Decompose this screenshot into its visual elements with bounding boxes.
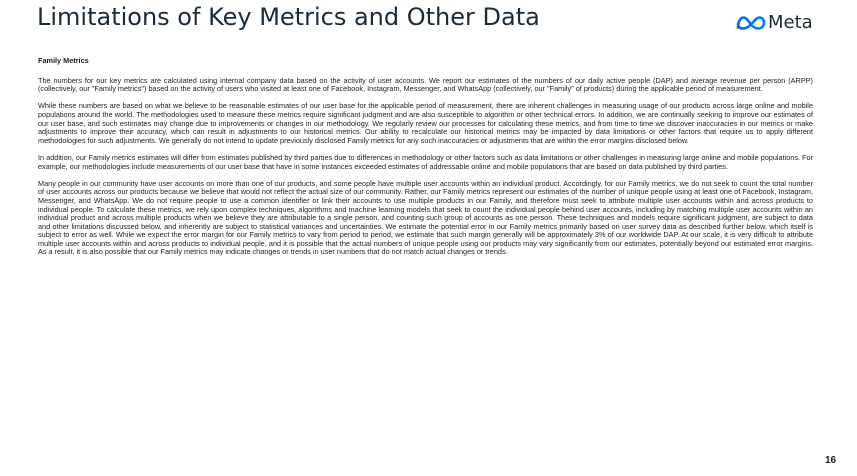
family-metrics-section xyxy=(38,57,813,266)
meta-logo xyxy=(736,12,813,34)
page-title: Limitations of Key Metrics and Other Data xyxy=(37,3,540,31)
meta-infinity-icon xyxy=(736,15,766,31)
paragraph-1: The numbers for our key metrics are calculated using internal company data based on the activity of user accounts. We report our estimates of the numbers of our daily active people (DAP) and average revenue per person (ARPP) (collectively, our "Family metrics") based on the activity of users who visited at least one of Facebook, Instagram, Messenger, and WhatsApp (collectively, our "Family" of products) during the applicable period of measurement. xyxy=(38,75,813,94)
paragraph-2: While these numbers are based on what we believe to be reasonable estimates of our user base for the applicable period of measurement, there are inherent challenges in measuring usage of our products across large online and mobile populations around the world. The methodologies used to measure these metrics require significant judgment and are also susceptible to algorithm or other technical errors. In addition, we are continually seeking to improve our estimates of our user base, and such estimates may change due to improvements or changes in our methodology. We regularly review our processes for calculating these metrics, and from time to time we discover inaccuracies in our metrics or make adjustments to improve their accuracy, which can result in adjustments to our historical metrics. Our ability to recalculate our historical metrics may be impacted by data limitations or other factors that require us to apply different methodologies for such adjustments. We generally do not intend to update previously disclosed Family metrics for any such inaccuracies or adjustments that are within the error margins disclosed below. xyxy=(38,101,813,145)
section-heading: Family Metrics xyxy=(38,56,89,65)
meta-logo-text: Meta xyxy=(768,12,813,33)
paragraph-4: Many people in our community have user accounts on more than one of our products, and some people have multiple user accounts within an individual product. Accordingly, for our Family metrics, we do not seek to count the total number of user accounts across our products because we believe that would not reflect the actual size of our community. Rather, our Family metrics represent our estimates of the number of unique people using at least one of Facebook, Instagram, Messenger, and WhatsApp. We do not require people to use a common identifier or link their accounts to use multiple products in our Family, and therefore must seek to attribute multiple user accounts within and across products to individual people. To calculate these metrics, we rely upon complex techniques, algorithms and machine learning models that seek to count the individual people behind user accounts, including by matching multiple user accounts within an individual product and across multiple products when we believe they are attributable to a single person, and counting such group of accounts as one person. These techniques and models require significant judgment, are subject to data and other limitations discussed below, and inherently are subject to statistical variances and uncertainties. We estimate the potential error in our Family metrics primarily based on user survey data as described further below, which itself is subject to error as well. While we expect the error margin for our Family metrics to vary from period to period, we estimate that such margin generally will be approximately 3% of our worldwide DAP. At our scale, it is very difficult to attribute multiple user accounts within and across products to individual people, and it is possible that the actual numbers of unique people using our products may vary significantly from our estimates, potentially beyond our estimated error margins. As a result, it is also possible that our Family metrics may indicate changes or trends in user numbers that do not match actual changes or trends. xyxy=(38,178,813,257)
page-number: 16 xyxy=(825,455,837,466)
paragraph-3: In addition, our Family metrics estimates will differ from estimates published by third parties due to differences in methodology or other factors such as data limitations or other challenges in measuring large online and mobile populations. For example, our methodologies include measurements of our user base that have in some instances exceeded estimates of addressable online and mobile populations that are based on data published by third parties. xyxy=(38,152,813,171)
